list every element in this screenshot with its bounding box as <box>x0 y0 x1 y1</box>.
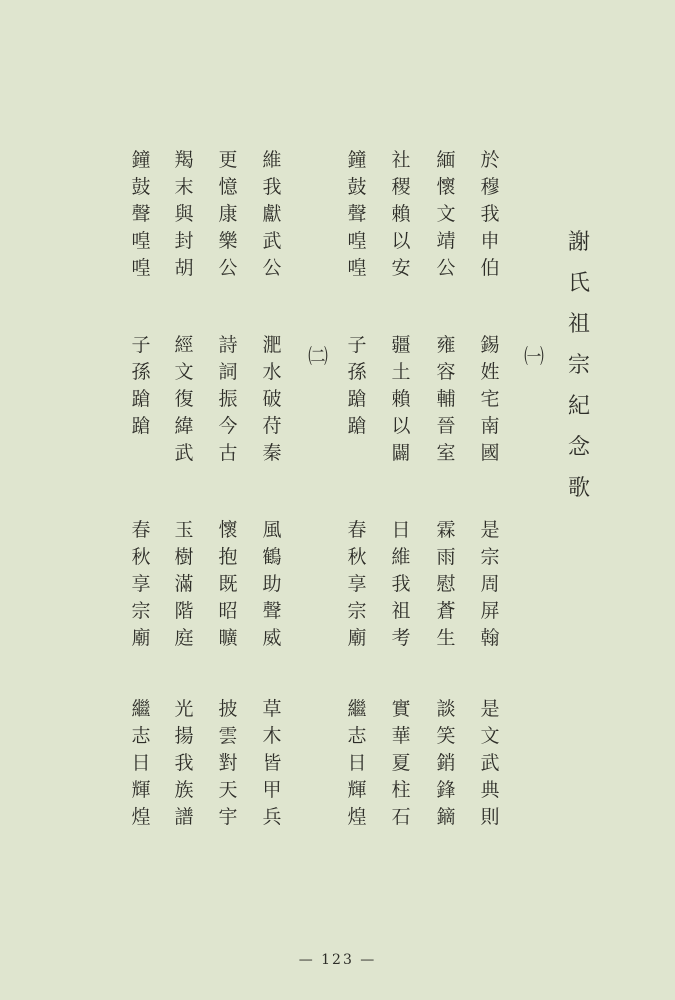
poem-line <box>129 332 153 440</box>
poem-char: 室 <box>436 442 456 464</box>
poem-line <box>345 147 369 282</box>
poem-char: 淝 <box>262 334 282 356</box>
poem-char: 文 <box>436 203 456 225</box>
poem-char: 木 <box>262 725 282 747</box>
poem-char: 姓 <box>480 361 500 383</box>
poem-char: 今 <box>218 415 238 437</box>
poem-char: 助 <box>262 573 282 595</box>
poem-char: 煌 <box>131 806 151 828</box>
poem-char: 蹌 <box>131 388 151 410</box>
poem-char: 庭 <box>174 627 194 649</box>
poem-char: 鶴 <box>262 546 282 568</box>
poem-char: 詞 <box>218 361 238 383</box>
poem-char: 緬 <box>436 149 456 171</box>
poem-line <box>129 696 153 831</box>
poem-char: 更 <box>218 149 238 171</box>
poem-char: 實 <box>391 698 411 720</box>
poem-line <box>478 332 502 467</box>
poem-char: 樂 <box>218 230 238 252</box>
poem-char: 聲 <box>347 203 367 225</box>
poem-char: 輝 <box>347 779 367 801</box>
poem-char: 子 <box>347 334 367 356</box>
poem-char: 輔 <box>436 388 456 410</box>
poem-char: 周 <box>480 573 500 595</box>
poem-char: 談 <box>436 698 456 720</box>
section-marker-2: ㈡ <box>308 344 328 368</box>
poem-char: 日 <box>391 519 411 541</box>
poem-char: 胡 <box>174 257 194 279</box>
poem-char: 既 <box>218 573 238 595</box>
poem-char: 公 <box>436 257 456 279</box>
poem-char: 我 <box>262 176 282 198</box>
poem-char: 夏 <box>391 752 411 774</box>
poem-line <box>434 332 458 467</box>
poem-line <box>172 517 196 652</box>
poem-char: 曠 <box>218 627 238 649</box>
poem-line <box>129 517 153 652</box>
poem-char: 羯 <box>174 149 194 171</box>
poem-line <box>389 517 413 652</box>
poem-char: 抱 <box>218 546 238 568</box>
poem-line <box>434 517 458 652</box>
poem-char: 賴 <box>391 203 411 225</box>
poem-char: 譜 <box>174 806 194 828</box>
poem-char: 維 <box>391 546 411 568</box>
poem-char: 日 <box>131 752 151 774</box>
poem-line <box>345 517 369 652</box>
poem-char: 伯 <box>480 257 500 279</box>
page-number: — 123 — <box>298 952 377 968</box>
poem-char: 維 <box>262 149 282 171</box>
poem-char: 喤 <box>131 230 151 252</box>
poem-char: 志 <box>131 725 151 747</box>
poem-char: 緯 <box>174 415 194 437</box>
poem-char: 是 <box>480 519 500 541</box>
poem-char: 疆 <box>391 334 411 356</box>
poem-char: 煌 <box>347 806 367 828</box>
title-char: 歌 <box>567 476 590 501</box>
poem-char: 廟 <box>131 627 151 649</box>
poem-char: 春 <box>131 519 151 541</box>
poem-char: 獻 <box>262 203 282 225</box>
poem-char: 柱 <box>391 779 411 801</box>
poem-char: 揚 <box>174 725 194 747</box>
title-char: 氏 <box>567 271 590 296</box>
poem-char: 振 <box>218 388 238 410</box>
poem-char: 古 <box>218 442 238 464</box>
section-marker-1: ㈠ <box>524 344 544 368</box>
poem-line <box>216 696 240 831</box>
poem-char: 風 <box>262 519 282 541</box>
poem-char: 宗 <box>347 600 367 622</box>
poem-char: 國 <box>480 442 500 464</box>
poem-char: 階 <box>174 600 194 622</box>
page-title <box>562 232 596 519</box>
poem-char: 鼓 <box>347 176 367 198</box>
title-char: 紀 <box>567 394 590 419</box>
poem-char: 水 <box>262 361 282 383</box>
poem-line <box>434 696 458 831</box>
poem-char: 鼓 <box>131 176 151 198</box>
poem-line <box>478 696 502 831</box>
poem-char: 繼 <box>347 698 367 720</box>
poem-char: 孫 <box>347 361 367 383</box>
poem-char: 康 <box>218 203 238 225</box>
poem-char: 宗 <box>480 546 500 568</box>
poem-char: 是 <box>480 698 500 720</box>
poem-char: 稷 <box>391 176 411 198</box>
poem-char: 末 <box>174 176 194 198</box>
poem-char: 族 <box>174 779 194 801</box>
poem-char: 石 <box>391 806 411 828</box>
poem-char: 武 <box>174 442 194 464</box>
poem-char: 玉 <box>174 519 194 541</box>
poem-char: 典 <box>480 779 500 801</box>
poem-char: 天 <box>218 779 238 801</box>
poem-char: 穆 <box>480 176 500 198</box>
poem-char: 慰 <box>436 573 456 595</box>
poem-line <box>345 696 369 831</box>
poem-char: 輝 <box>131 779 151 801</box>
poem-char: 滿 <box>174 573 194 595</box>
poem-char: 則 <box>480 806 500 828</box>
poem-line <box>389 332 413 467</box>
poem-char: 公 <box>262 257 282 279</box>
poem-char: 靖 <box>436 230 456 252</box>
poem-char: 我 <box>174 752 194 774</box>
poem-char: 對 <box>218 752 238 774</box>
poem-char: 秋 <box>347 546 367 568</box>
poem-char: 蹌 <box>347 415 367 437</box>
poem-char: 土 <box>391 361 411 383</box>
poem-char: 皆 <box>262 752 282 774</box>
poem-line <box>216 517 240 652</box>
poem-line <box>172 147 196 282</box>
poem-char: 草 <box>262 698 282 720</box>
poem-char: 詩 <box>218 334 238 356</box>
poem-char: 社 <box>391 149 411 171</box>
poem-char: 懷 <box>436 176 456 198</box>
poem-char: 經 <box>174 334 194 356</box>
poem-char: 霖 <box>436 519 456 541</box>
poem-char: 鋒 <box>436 779 456 801</box>
poem-char: 與 <box>174 203 194 225</box>
poem-char: 兵 <box>262 806 282 828</box>
poem-char: 蹌 <box>131 415 151 437</box>
poem-char: 宇 <box>218 806 238 828</box>
poem-char: 春 <box>347 519 367 541</box>
poem-line <box>389 696 413 831</box>
poem-char: 蹌 <box>347 388 367 410</box>
poem-char: 日 <box>347 752 367 774</box>
poem-char: 秋 <box>131 546 151 568</box>
poem-char: 破 <box>262 388 282 410</box>
title-char: 祖 <box>567 312 590 337</box>
poem-char: 廟 <box>347 627 367 649</box>
poem-char: 文 <box>174 361 194 383</box>
poem-char: 闢 <box>391 442 411 464</box>
poem-char: 雨 <box>436 546 456 568</box>
poem-char: 雍 <box>436 334 456 356</box>
poem-char: 憶 <box>218 176 238 198</box>
poem-char: 喤 <box>347 257 367 279</box>
poem-char: 以 <box>391 230 411 252</box>
poem-char: 喤 <box>131 257 151 279</box>
poem-char: 苻 <box>262 415 282 437</box>
poem-line <box>478 147 502 282</box>
poem-char: 享 <box>131 573 151 595</box>
poem-char: 笑 <box>436 725 456 747</box>
poem-char: 生 <box>436 627 456 649</box>
poem-char: 南 <box>480 415 500 437</box>
poem-char: 喤 <box>347 230 367 252</box>
poem-char: 華 <box>391 725 411 747</box>
poem-line <box>129 147 153 282</box>
poem-char: 復 <box>174 388 194 410</box>
poem-line <box>345 332 369 440</box>
title-char: 念 <box>567 435 590 460</box>
poem-char: 宅 <box>480 388 500 410</box>
poem-char: 容 <box>436 361 456 383</box>
poem-line <box>216 332 240 467</box>
poem-char: 銷 <box>436 752 456 774</box>
poem-char: 錫 <box>480 334 500 356</box>
poem-line <box>434 147 458 282</box>
poem-char: 披 <box>218 698 238 720</box>
poem-char: 志 <box>347 725 367 747</box>
poem-char: 光 <box>174 698 194 720</box>
poem-char: 聲 <box>262 600 282 622</box>
poem-char: 祖 <box>391 600 411 622</box>
poem-char: 我 <box>391 573 411 595</box>
poem-line <box>260 147 284 282</box>
poem-line <box>260 696 284 831</box>
poem-char: 蒼 <box>436 600 456 622</box>
poem-char: 懷 <box>218 519 238 541</box>
poem-char: 孫 <box>131 361 151 383</box>
poem-char: 鐘 <box>347 149 367 171</box>
poem-char: 賴 <box>391 388 411 410</box>
poem-char: 翰 <box>480 627 500 649</box>
poem-char: 鐘 <box>131 149 151 171</box>
poem-char: 樹 <box>174 546 194 568</box>
poem-line <box>478 517 502 652</box>
poem-char: 屏 <box>480 600 500 622</box>
poem-line <box>260 332 284 467</box>
poem-char: 子 <box>131 334 151 356</box>
poem-char: 公 <box>218 257 238 279</box>
poem-char: 考 <box>391 627 411 649</box>
poem-char: 封 <box>174 230 194 252</box>
poem-char: 雲 <box>218 725 238 747</box>
poem-line <box>216 147 240 282</box>
poem-char: 申 <box>480 230 500 252</box>
poem-char: 武 <box>262 230 282 252</box>
poem-line <box>172 696 196 831</box>
poem-char: 昭 <box>218 600 238 622</box>
poem-char: 文 <box>480 725 500 747</box>
title-char: 謝 <box>567 230 590 255</box>
poem-char: 安 <box>391 257 411 279</box>
poem-char: 鏑 <box>436 806 456 828</box>
poem-char: 武 <box>480 752 500 774</box>
title-char: 宗 <box>567 353 590 378</box>
poem-char: 聲 <box>131 203 151 225</box>
poem-char: 晉 <box>436 415 456 437</box>
poem-char: 於 <box>480 149 500 171</box>
poem-char: 宗 <box>131 600 151 622</box>
poem-char: 享 <box>347 573 367 595</box>
poem-char: 繼 <box>131 698 151 720</box>
poem-char: 以 <box>391 415 411 437</box>
poem-char: 威 <box>262 627 282 649</box>
poem-line <box>260 517 284 652</box>
poem-char: 秦 <box>262 442 282 464</box>
poem-char: 甲 <box>262 779 282 801</box>
poem-line <box>172 332 196 467</box>
poem-line <box>389 147 413 282</box>
poem-char: 我 <box>480 203 500 225</box>
